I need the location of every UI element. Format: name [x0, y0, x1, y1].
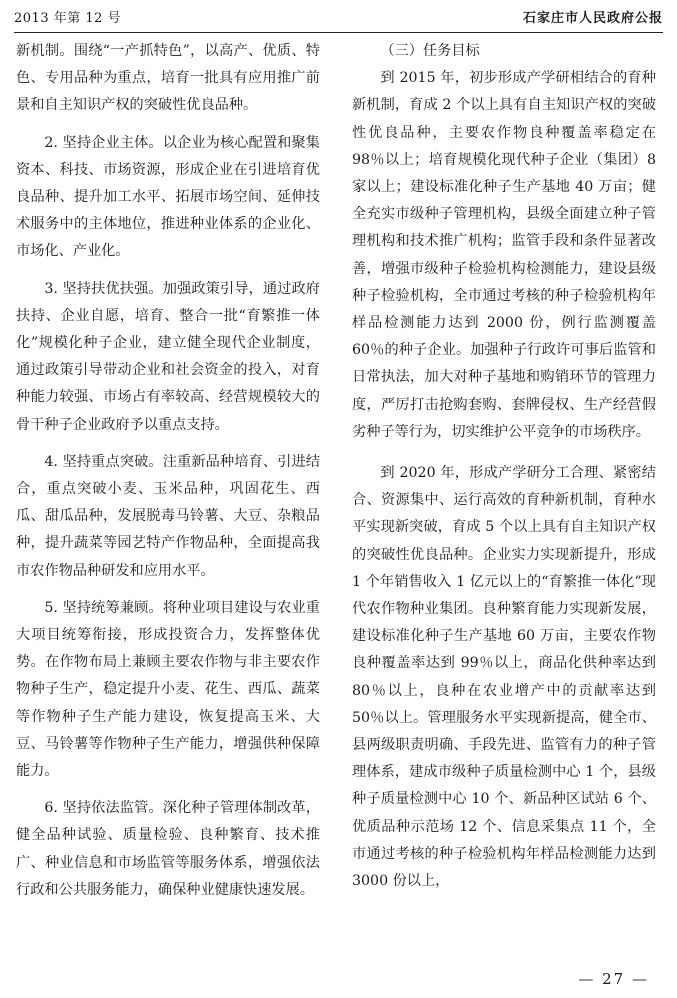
- paragraph-continuation: 新机制。围绕“一产抓特色”，以高产、优质、特色、专用品种为重点，培育一批具有应用推广前景和自主知识产权的突破性优良品种。: [16, 43, 320, 114]
- page-header: [14, 6, 663, 33]
- page-number: 27: [602, 970, 626, 988]
- footer-dash-right: —: [632, 970, 649, 988]
- paragraph-enterprise-principle: 2. 坚持企业主体。以企业为核心配置和聚集资本、科技、市场资源，形成企业在引进培育优良品种、提升加工水平、拓展市场空间、延伸技术服务中的主体地位，推进种业体系的企业化、市场化、产业化。: [16, 134, 320, 260]
- issue-label: 2013 年第 12 号: [14, 11, 122, 26]
- page-footer: [578, 970, 649, 988]
- paragraph-overall-planning: 5. 坚持统筹兼顾。将种业项目建设与农业重大项目统筹衔接，形成投资合力，发挥整体优势。在作物布局上兼顾主要农作物与非主要农作物种子生产，稳定提升小麦、花生、西瓜、蔬菜等作物种子生产能力建设，恢复提高玉米、大豆、马铃薯等作物种子生产能力，增强供种保障能力。: [16, 599, 320, 780]
- paragraph-target-2020: 到 2020 年，形成产学研分工合理、紧密结合、资源集中、运行高效的育种新机制，育种水平实现新突破，育成 5 个以上具有自主知识产权的突破性优良品种。企业实力实现新提升，形成 1 个年销售收入 1 亿元以上的“育繁推一体化”现代农作物种业集团。良种繁育能力实现新发展，建设标准化种子生产基地 60 万亩，主要农作物良种覆盖率达到 99％以上，商品化供种率达到 80％以上，良种在农业增产中的贡献率达到 50％以上。管理服务水平实现新提高，健全市、县两级职责明确、手段先进、监管有力的种子管理体系，建成市级种子质量检测中心 1 个，县级种子质量检测中心 10 个、新品种区试站 6 个、优质品种示范场 12 个、信息采集点 11 个，全市通过考核的种子检验机构年样品检测能力达到 3000 份以上，: [352, 465, 656, 890]
- section-title: （三）任务目标: [380, 43, 480, 59]
- paragraph-legal-supervision: 6. 坚持依法监管。深化种子管理体制改革，健全品种试验、质量检验、良种繁育、技术推广、种业信息和市场监管等服务体系，增强依法行政和公共服务能力，确保种业健康快速发展。: [16, 800, 320, 898]
- footer-dash-left: —: [578, 970, 596, 988]
- journal-title: 石家庄市人民政府公报: [522, 11, 663, 26]
- paragraph-target-2015: 到 2015 年，初步形成产学研相结合的育种新机制，育成 2 个以上具有自主知识产权的突破性优良品种，主要农作物良种覆盖率稳定在 98％以上；培育规模化现代种子企业（集团）8 家以上；建设标准化种子生产基地 40 万亩；健全充实市级种子管理机构，县级全面建立种子管理机构和技术推广机构；监管手段和条件显著改善，增强市级种子检验机构检测能力，建设县级种子检验机构，全市通过考核的种子检验机构年样品检测能力达到 2000 份，例行监测覆盖 60％的种子企业。加强种子行政许可事后监管和日常执法，加大对种子基地和购销环节的管理力度，严厉打击抢购套购、套牌侵权、生产经营假劣种子等行为，切实维护公平竞争的市场秩序。: [352, 70, 656, 440]
- paragraph-key-breakthrough: 4. 坚持重点突破。注重新品种培育、引进结合，重点突破小麦、玉米品种，巩固花生、西瓜、甜瓜品种，发展脱毒马铃薯、大豆、杂粮品种，提升蔬菜等园艺特产作物品种，全面提高我市农作物品种研发和应用水平。: [16, 453, 320, 579]
- left-column: [16, 38, 320, 904]
- right-column: [352, 38, 656, 895]
- paragraph-support-strong: 3. 坚持扶优扶强。加强政策引导，通过政府扶持、企业自愿，培育、整合一批“育繁推一体化”规模化种子企业，建立健全现代企业制度，通过政策引导带动企业和社会资金的投入，对育种能力较强、市场占有率较高、经营规模较大的骨干种子企业政府予以重点支持。: [16, 280, 320, 433]
